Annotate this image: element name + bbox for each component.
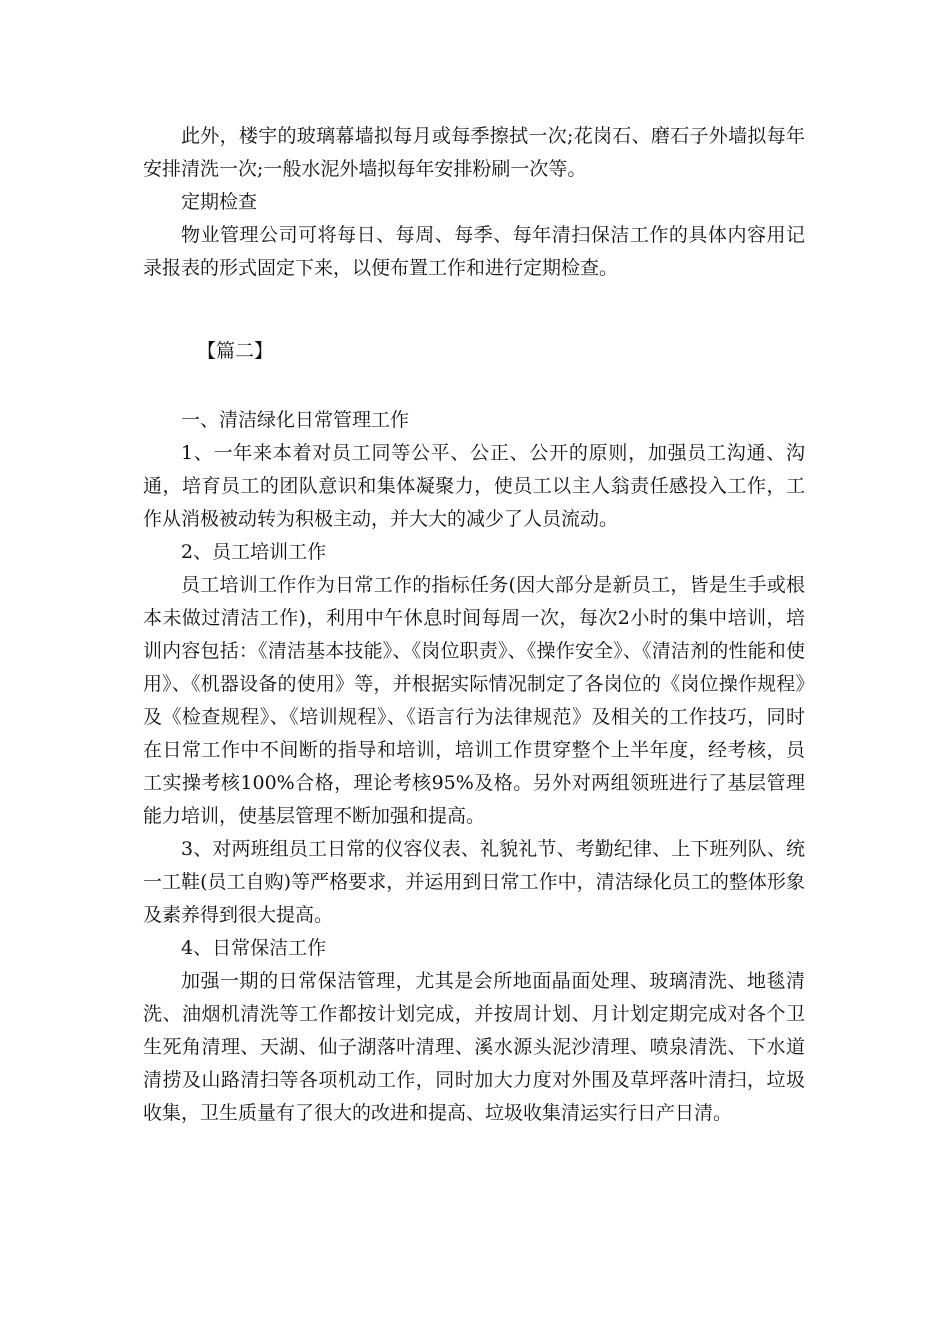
- heading-regular-inspection: 定期检查: [181, 191, 258, 213]
- section-part1: [143, 120, 805, 285]
- paragraph-staff-training: 员工培训工作作为日常工作的指标任务(因大部分是新员工，皆是生手或根本未做过清洁工作)，利用中午休息时间每周一次，每次2小时的集中培训，培训内容包括：《清洁基本技能》、《岗位职责》、《操作安全》、《清洁剂的性能和使用》、《机器设备的使用》等，并根据实际情况制定了各岗位的《岗位操作规程》及《检查规程》、《培训规程》、《语言行为法律规范》及相关的工作技巧，同时在日常工作中不间断的指导和培训，培训工作贯穿整个上半年度，经考核，员工实操考核100%合格，理论考核95%及格。另外对两组领班进行了基层管理能力培训，使基层管理不断加强和提高。: [143, 574, 805, 827]
- section-label-part2: [143, 335, 805, 368]
- paragraph-daily-cleaning: 加强一期的日常保洁管理，尤其是会所地面晶面处理、玻璃清洗、地毯清洗、油烟机清洗等工作都按计划完成，并按周计划、月计划定期完成对各个卫生死角清理、天湖、仙子湖落叶清理、溪水源头泥沙清理、喷泉清洗、下水道清捞及山路清扫等各项机动工作，同时加大力度对外围及草坪落叶清扫，垃圾收集，卫生质量有了很大的改进和提高、垃圾收集清运实行日产日清。: [143, 970, 805, 1124]
- paragraph-item-1: 1、一年来本着对员工同等公平、公正、公开的原则，加强员工沟通、沟通，培育员工的团队意识和集体凝聚力，使员工以主人翁责任感投入工作，工作从消极被动转为积极主动，并大大的减少了人员流动。: [143, 442, 805, 530]
- section-part2: [143, 404, 805, 1130]
- heading-daily-management: 一、清洁绿化日常管理工作: [181, 409, 410, 431]
- paragraph-regular-inspection: 物业管理公司可将每日、每周、每季、每年清扫保洁工作的具体内容用记录报表的形式固定下来，以便布置工作和进行定期检查。: [143, 224, 805, 279]
- heading-staff-training: 2、员工培训工作: [181, 541, 327, 563]
- part-two-label: 【篇二】: [197, 340, 274, 362]
- paragraph-exterior-cleaning: 此外，楼宇的玻璃幕墙拟每月或每季擦拭一次;花岗石、磨石子外墙拟每年安排清洗一次;一般水泥外墙拟每年安排粉刷一次等。: [143, 125, 805, 180]
- paragraph-item-3: 3、对两班组员工日常的仪容仪表、礼貌礼节、考勤纪律、上下班列队、统一工鞋(员工自购)等严格要求，并运用到日常工作中，清洁绿化员工的整体形象及素养得到很大提高。: [143, 838, 805, 926]
- heading-daily-cleaning: 4、日常保洁工作: [181, 937, 327, 959]
